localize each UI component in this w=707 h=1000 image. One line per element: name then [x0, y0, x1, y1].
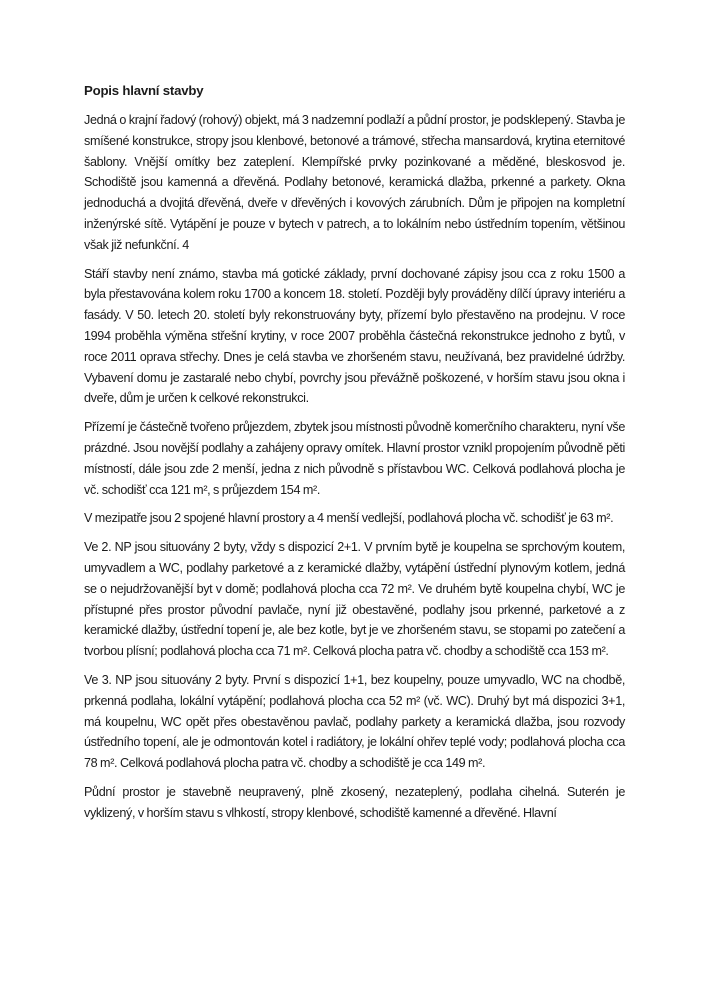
paragraph-third-floor: Ve 3. NP jsou situovány 2 byty. První s dispozicí 1+1, bez koupelny, pouze umyvadlo, WC na chodbě, prkenná podlaha, lokální vytápění; podlahová plocha cca 52 m² (vč. WC). Druhý byt má dispozici 3+1, má koupelnu, WC opět přes obestavěnou pavlač, podlahy parkety a keramická dlažba, jsou rozvody ústředního topení, ale je odmontován kotel i radiátory, je lokální ohřev teplé vody; podlahová plocha cca 78 m². Celková podlahová plocha patra vč. chodby a schodiště je cca 149 m². [84, 672, 625, 771]
paragraph-building-history: Stáří stavby není známo, stavba má gotické základy, první dochované zápisy jsou cca z roku 1500 a byla přestavována kolem roku 1700 a koncem 18. století. Později byly prováděny dílčí úpravy interiéru a fasády. V 50. letech 20. století byly rekonstruovány byty, přízemí bylo přestavěno na prodejnu. V roce 1994 proběhla výměna střešní krytiny, v roce 2007 proběhla částečná rekonstrukce jednoho z bytů, v roce 2011 oprava střechy. Dnes je celá stavba ve zhoršeném stavu, neužívaná, bez pravidelné údržby. Vybavení domu je zastaralé nebo chybí, povrchy jsou převážně poškozené, v horším stavu jsou okna i dveře, dům je určen k celkové rekonstrukci. [84, 266, 625, 406]
paragraph-ground-floor: Přízemí je částečně tvořeno průjezdem, zbytek jsou místnosti původně komerčního charakteru, nyní vše prázdné. Jsou novější podlahy a zahájeny opravy omítek. Hlavní prostor vznikl propojením původně pěti místností, dále jsou zde 2 menší, jedna z nich původně s přístavbou WC. Celková podlahová plocha je vč. schodišť cca 121 m², s průjezdem 154 m². [84, 420, 625, 497]
paragraph-second-floor: Ve 2. NP jsou situovány 2 byty, vždy s dispozicí 2+1. V prvním bytě je koupelna se sprchovým koutem, umyvadlem a WC, podlahy parketové a z keramické dlažby, vytápění ústřední plynovým kotlem, jedná se o nejudržovanější byt v domě; podlahová plocha cca 72 m². Ve druhém bytě koupelna chybí, WC je přístupné přes prostor původní pavlače, nyní již obestavěné, podlahy jsou prkenné, parketové a z keramické dlažby, ústřední topení je, ale bez kotle, byt je ve zhoršeném stavu, se stopami po zatečení a tvorbou plísní; podlahová plocha cca 71 m². Celková plocha patra vč. chodby a schodiště cca 153 m². [84, 540, 625, 659]
paragraph-attic-basement: Půdní prostor je stavebně neupravený, plně zkosený, nezateplený, podlaha cihelná. Suterén je vyklizený, v horším stavu s vlhkostí, stropy klenbové, schodiště kamenné a dřevěné. Hlavní [84, 784, 625, 820]
paragraph-building-description: Jedná o krajní řadový (rohový) objekt, má 3 nadzemní podlaží a půdní prostor, je podsklepený. Stavba je smíšené konstrukce, stropy jsou klenbové, betonové a trámové, střecha mansardová, krytina eternitové šablony. Vnější omítky bez zateplení. Klempířské prvky pozinkované a měděné, bleskosvod je. Schodiště jsou kamenná a dřevěná. Podlahy betonové, keramická dlažba, prkenné a parkety. Okna jednoduchá a dvojitá dřevěná, dveře v dřevěných i kovových zárubních. Dům je připojen na kompletní inženýrské sítě. Vytápění je pouze v bytech v patrech, a to lokálním nebo ústředním topením, většinou však již nefunkční. 4 [84, 113, 625, 252]
paragraph-mezzanine: V mezipatře jsou 2 spojené hlavní prostory a 4 menší vedlejší, podlahová plocha vč. schodišť je 63 m². [84, 511, 614, 526]
document-title: Popis hlavní stavby [84, 83, 204, 98]
